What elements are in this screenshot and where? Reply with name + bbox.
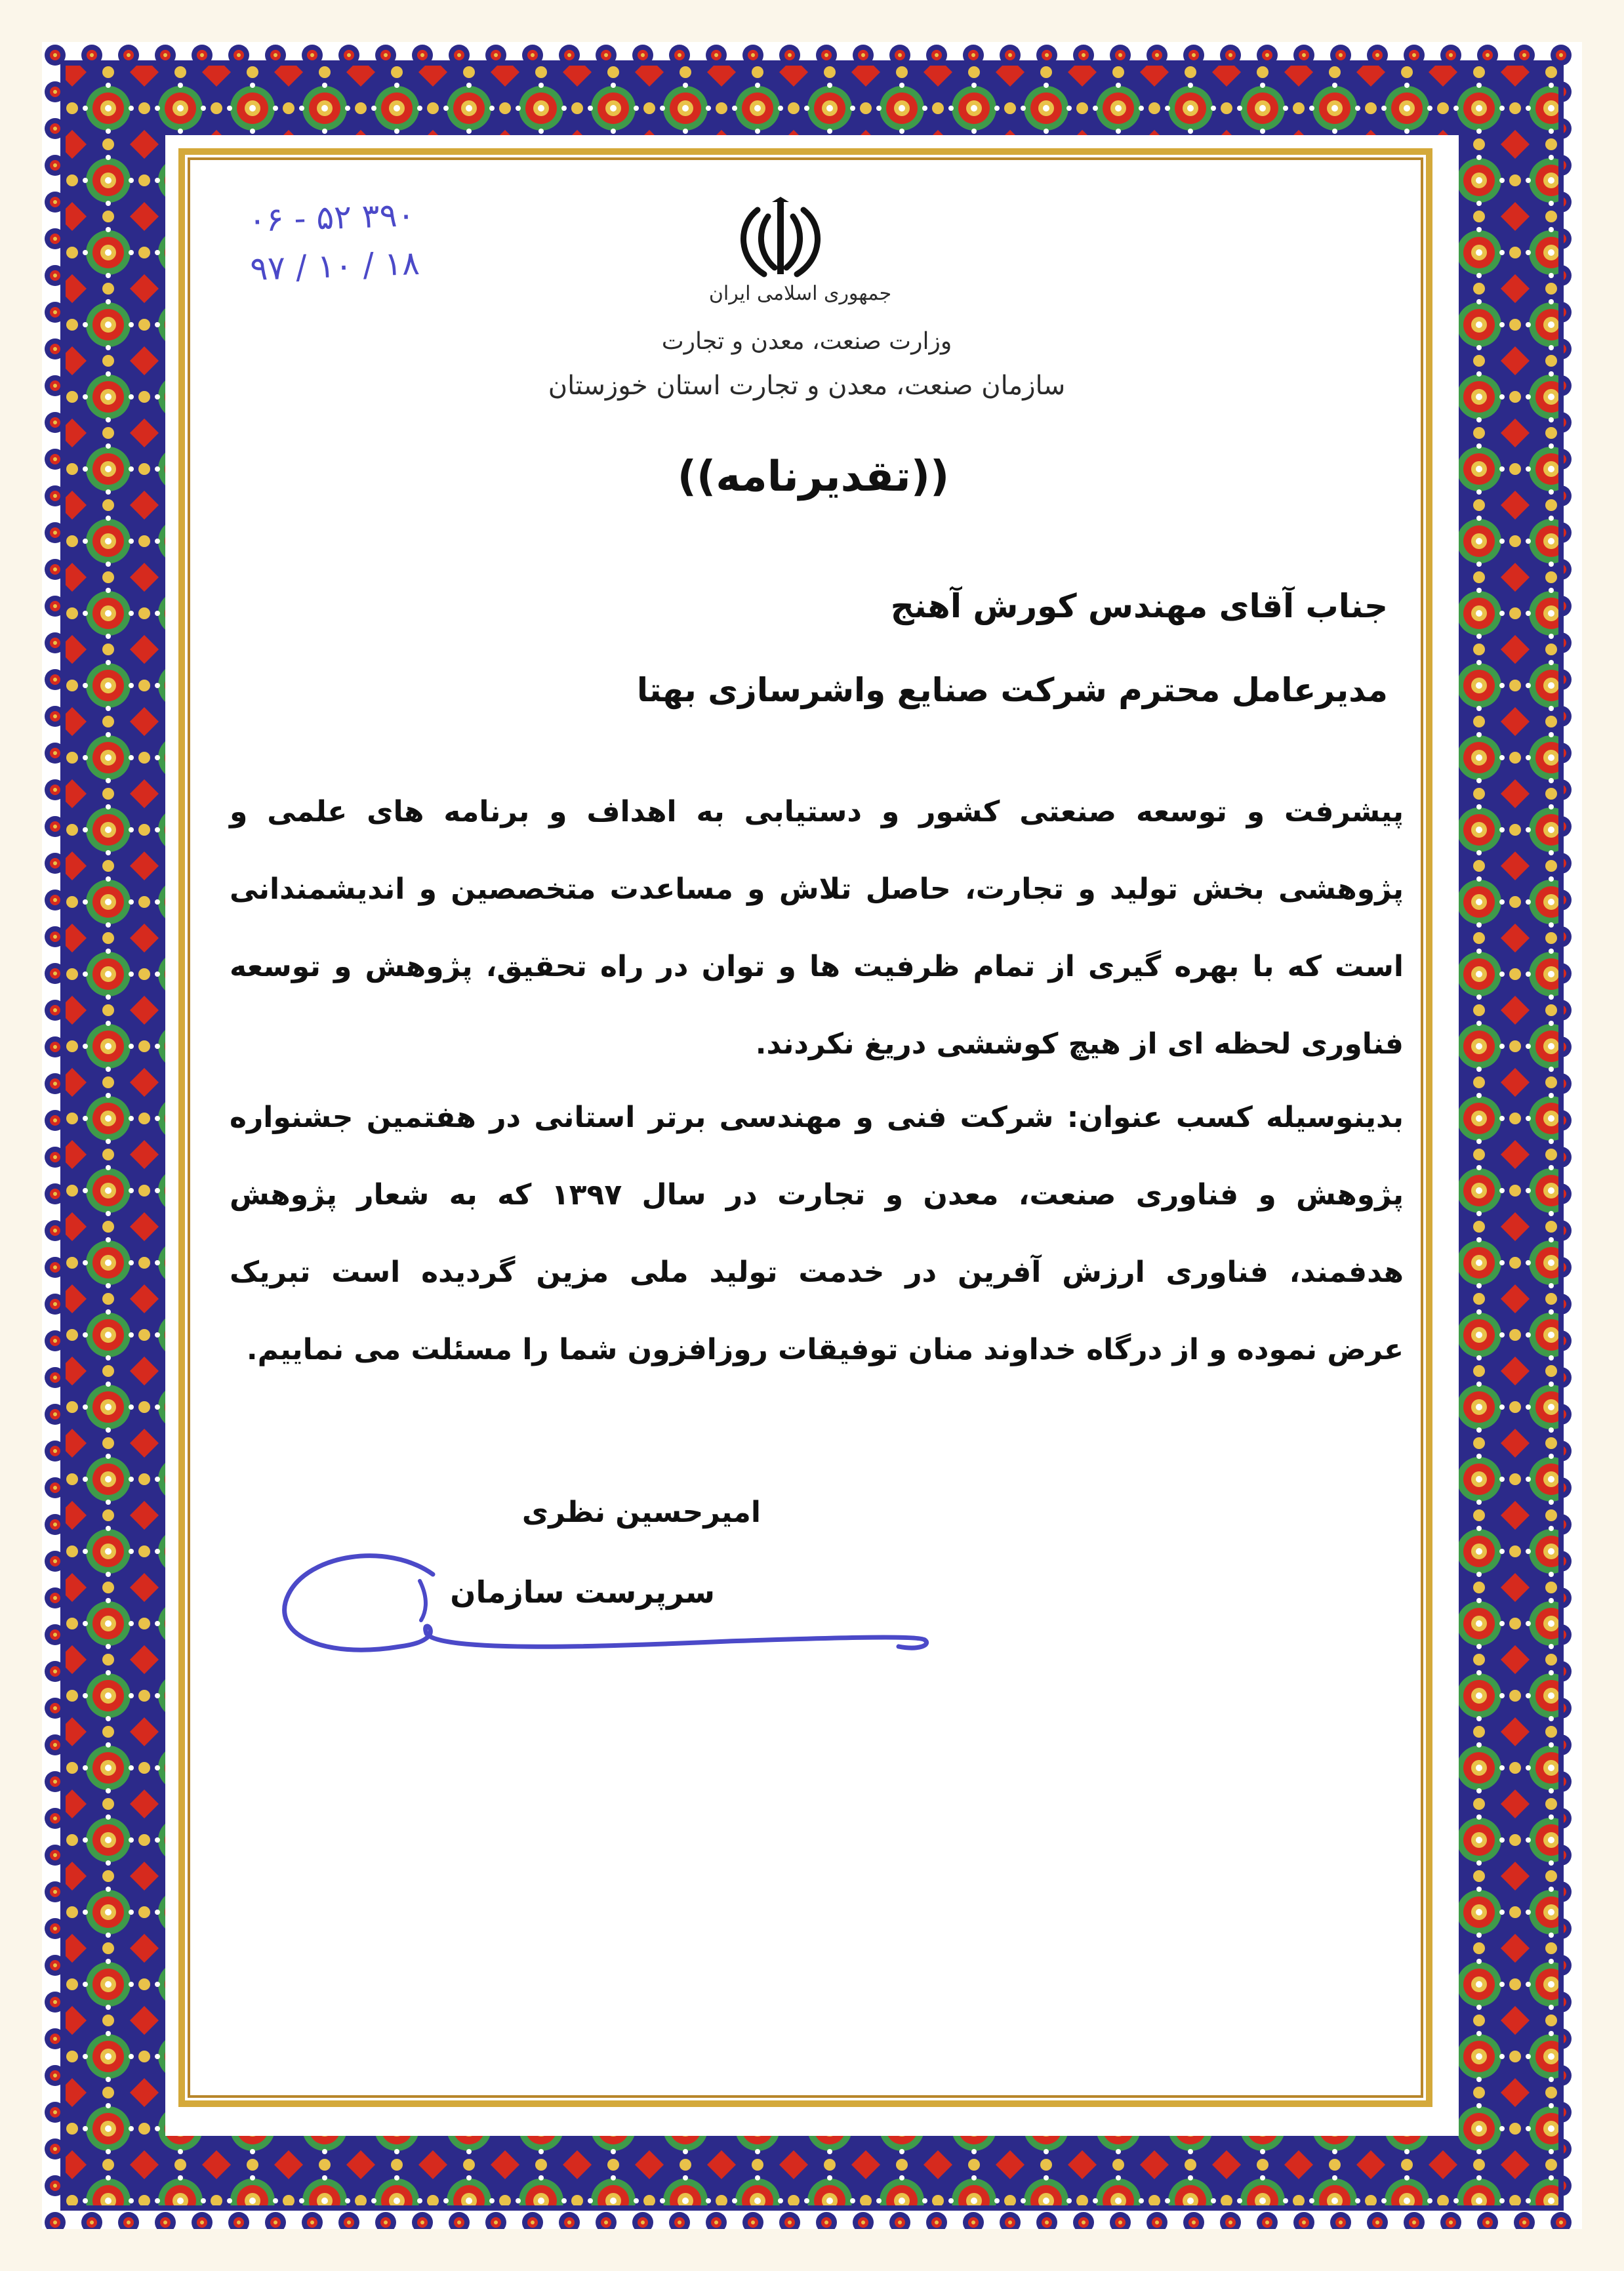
body-line: پژوهش و فناوری صنعت، معدن و تجارت در سال ۱۳۹۷ که به شعار پژوهش	[230, 1178, 1404, 1212]
reference-number: ۰۶ - ۵۲ ۳۹۰	[247, 195, 416, 239]
body-line: هدفمند، فناوری ارزش آفرین در خدمت تولید ملی مزین گردیده است تبریک	[230, 1256, 1404, 1289]
iran-emblem-icon	[731, 197, 830, 282]
body-line: است که با بهره گیری از تمام ظرفیت ها و توان در راه تحقیق، پژوهش و توسعه	[230, 950, 1404, 983]
body-line: فناوری لحظه ای از هیچ کوششی دریغ نکردند.	[755, 1027, 1404, 1061]
body-line: پژوهشی بخش تولید و تجارت، حاصل تلاش و مساعدت متخصصین و اندیشمندانی	[230, 872, 1404, 906]
recipient-name: جناب آقای مهندس کورش آهنج	[890, 587, 1388, 625]
document-title: ((تقدیرنامه))	[677, 453, 950, 501]
reference-date: ۹۷ / ۱۰ / ۱۸	[249, 243, 420, 288]
body-line: پیشرفت و توسعه صنعتی کشور و دستیابی به اهداف و برنامه های علمی و	[230, 795, 1404, 829]
body-line: عرض نموده و از درگاه خداوند منان توفیقات روزافزون شما را مسئلت می نماییم.	[246, 1333, 1404, 1366]
handwritten-reference	[248, 187, 514, 295]
body-line: بدینوسیله کسب عنوان: شرکت فنی و مهندسی برتر استانی در هفتمین جشنواره	[230, 1101, 1404, 1134]
signatory-name: امیرحسین نظری	[521, 1496, 761, 1529]
recipient-position: مدیرعامل محترم شرکت صنایع واشرسازی بهتا	[636, 671, 1388, 709]
signatory-title: سرپرست سازمان	[450, 1574, 715, 1610]
handwritten-signature	[269, 1535, 964, 1666]
header-organization: سازمان صنعت، معدن و تجارت استان خوزستان	[548, 371, 1066, 401]
header-ministry: وزارت صنعت، معدن و تجارت	[661, 328, 952, 355]
header-country: جمهوری اسلامی ایران	[708, 282, 892, 305]
